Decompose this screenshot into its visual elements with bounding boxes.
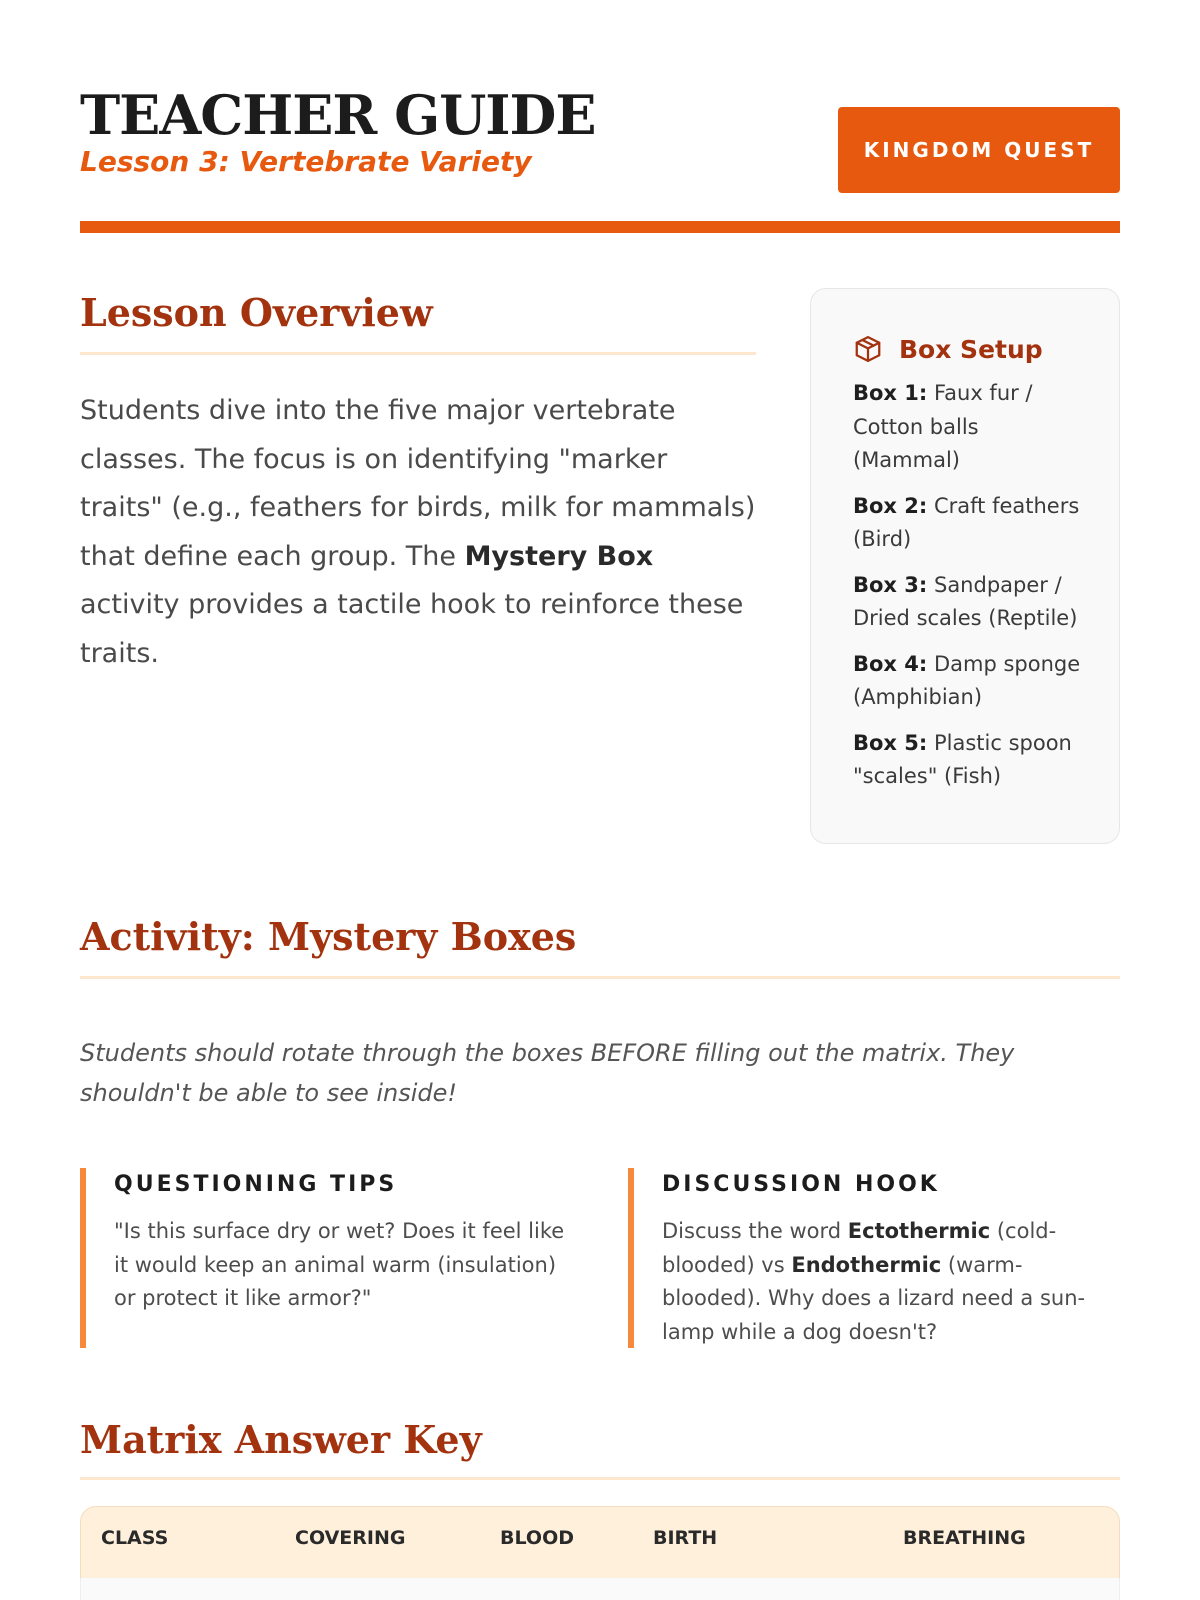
discussion-hook-title: DISCUSSION HOOK: [662, 1172, 940, 1197]
kingdom-quest-badge: KINGDOM QUEST: [838, 107, 1120, 193]
matrix-answer-key-section: [80, 1415, 1120, 1596]
lesson-overview-text: Students dive into the five major vertebrate classes. The focus is on identifying "marker traits" (e.g., feathers for birds, milk for mammals) that define each group. The Mystery Box activity provides a tactile hook to reinforce these traits.: [80, 395, 756, 669]
questioning-tips-body: "Is this surface dry or wet? Does it feel like it would keep an animal warm (insulation) or protect it like armor?": [114, 1219, 565, 1310]
section-divider: [80, 976, 1120, 979]
matrix-answer-key-title: Matrix Answer Key: [80, 1417, 482, 1462]
header-divider: [80, 221, 1120, 233]
box-setup-item: Box 1: Faux fur / Cotton balls (Mammal): [853, 381, 1033, 472]
column-header-breathing: BREATHING: [903, 1527, 1026, 1549]
activity-note: Students should rotate through the boxes BEFORE filling out the matrix. They shouldn't be able to see inside!: [80, 1039, 1015, 1107]
discussion-hook-body: Discuss the word Ectothermic (cold-blooded) vs Endothermic (warm-blooded). Why does a lizard need a sun-lamp while a dog doesn't?: [662, 1219, 1086, 1344]
box-setup-header: [853, 333, 1089, 365]
tips-row: [80, 1168, 1120, 1348]
lesson-overview-title: Lesson Overview: [80, 290, 433, 335]
discussion-hook-callout: [628, 1168, 1120, 1348]
section-divider: [80, 352, 756, 355]
box-setup-title: Box Setup: [899, 334, 1043, 364]
column-header-class: CLASS: [101, 1527, 169, 1549]
page-header: [80, 84, 1120, 234]
column-header-covering: COVERING: [295, 1527, 406, 1549]
lesson-overview-section: [80, 288, 756, 679]
column-header-blood: BLOOD: [500, 1527, 574, 1549]
box-setup-panel: [810, 288, 1120, 844]
box-setup-item: Box 2: Craft feathers (Bird): [853, 493, 1080, 551]
box-setup-item: Box 5: Plastic spoon "scales" (Fish): [853, 730, 1072, 788]
lesson-subtitle: Lesson 3: Vertebrate Variety: [80, 145, 532, 178]
activity-section: [80, 912, 1120, 1113]
questioning-tips-callout: [80, 1168, 580, 1348]
box-setup-item: Box 4: Damp sponge (Amphibian): [853, 651, 1081, 709]
questioning-tips-title: QUESTIONING TIPS: [114, 1172, 398, 1197]
section-divider: [80, 1477, 1120, 1480]
page-title: TEACHER GUIDE: [80, 83, 596, 147]
matrix-table-body: [80, 1578, 1120, 1600]
mystery-box-emphasis: Mystery Box: [464, 540, 654, 572]
box-setup-item: Box 3: Sandpaper / Dried scales (Reptile): [853, 572, 1078, 630]
column-header-birth: BIRTH: [653, 1527, 718, 1549]
box-icon: [853, 334, 883, 364]
activity-title: Activity: Mystery Boxes: [80, 914, 577, 959]
